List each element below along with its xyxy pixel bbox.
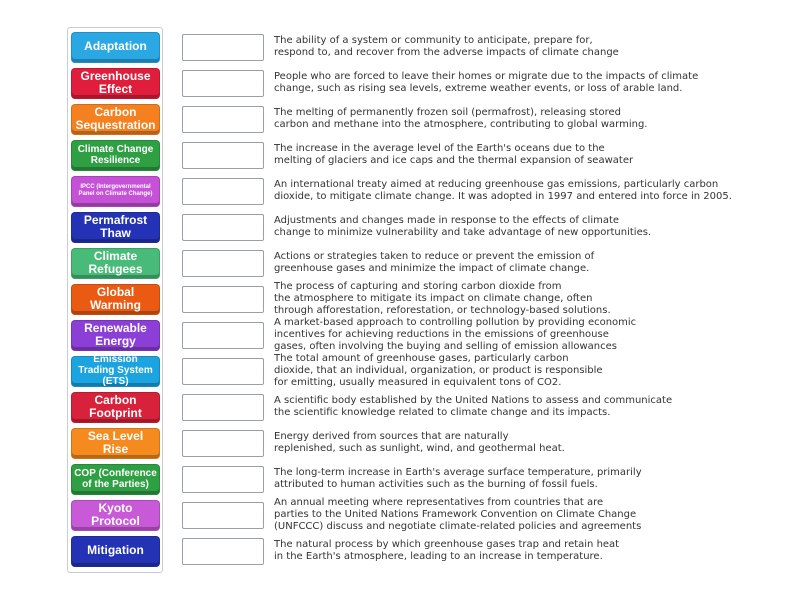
definition-text: The process of capturing and storing carbon dioxide from the atmosphere to mitigate its impact on climate change, often through afforestation, reforestation, or technology-based solutions. [274, 281, 611, 316]
drop-slot[interactable] [182, 394, 264, 421]
definition-text: Actions or strategies taken to reduce or prevent the emission of greenhouse gases and minimize the impact of climate change. [274, 251, 595, 274]
term-tile[interactable] [71, 140, 160, 171]
definition-text: An international treaty aimed at reducing greenhouse gas emissions, particularly carbon dioxide, to mitigate climate change. It was adopted in 1997 and entered into force in 2005. [274, 179, 732, 202]
definition-text: An annual meeting where representatives from countries that are parties to the United Nations Framework Convention on Climate Change (UNFCCC) discuss and negotiate climate-related policies and agreements [274, 497, 642, 532]
drop-slot[interactable] [182, 286, 264, 313]
definition-text: A scientific body established by the United Nations to assess and communicate the scientific knowledge related to climate change and its impacts. [274, 395, 673, 418]
drop-slot[interactable] [182, 70, 264, 97]
term-label: Permafrost Thaw [83, 212, 148, 240]
drop-slot[interactable] [182, 502, 264, 529]
term-tile[interactable] [71, 248, 160, 279]
term-label: Carbon Footprint [89, 392, 142, 420]
drop-slot[interactable] [182, 538, 264, 565]
term-tile[interactable] [71, 500, 160, 531]
term-tile[interactable] [71, 392, 160, 423]
drop-slot[interactable] [182, 106, 264, 133]
term-tile[interactable] [71, 536, 160, 567]
drop-slot[interactable] [182, 34, 264, 61]
term-label: Global Warming [90, 284, 141, 312]
term-label: Mitigation [87, 543, 144, 557]
definition-text: The ability of a system or community to anticipate, prepare for, respond to, and recover from the adverse impacts of climate change [274, 35, 619, 58]
term-tile[interactable] [71, 68, 160, 99]
term-label: Sea Level Rise [87, 428, 144, 456]
definition-text: The long-term increase in Earth's average surface temperature, primarily attributed to human activities such as the burning of fossil fuels. [274, 467, 642, 490]
definition-text: The melting of permanently frozen soil (permafrost), releasing stored carbon and methane into the atmosphere, contributing to global warming. [274, 107, 648, 130]
drop-slot[interactable] [182, 178, 264, 205]
term-label: COP (Conference of the Parties) [74, 467, 157, 490]
term-label: IPCC (Intergovernmental Panel on Climate Change) [78, 183, 153, 197]
drop-slot[interactable] [182, 466, 264, 493]
term-tile[interactable] [71, 464, 160, 495]
term-tile[interactable] [71, 104, 160, 135]
drop-slot[interactable] [182, 214, 264, 241]
term-label: Adaptation [84, 39, 147, 53]
definition-text: Adjustments and changes made in response to the effects of climate change to minimize vulnerability and take advantage of new opportunities. [274, 215, 652, 238]
term-tile[interactable] [71, 284, 160, 315]
definition-text: Energy derived from sources that are naturally replenished, such as sunlight, wind, and geothermal heat. [274, 431, 565, 454]
term-label: Climate Change Resilience [77, 143, 154, 166]
term-tile[interactable] [71, 176, 160, 207]
definition-text: The total amount of greenhouse gases, particularly carbon dioxide, that an individual, organization, or product is responsible for emitting, usually measured in equivalent tons of CO2. [274, 353, 603, 388]
drop-slot[interactable] [182, 358, 264, 385]
drop-slot[interactable] [182, 430, 264, 457]
term-tile[interactable] [71, 428, 160, 459]
term-label: Emission Trading System (ETS) [78, 354, 153, 387]
term-label: Greenhouse Effect [80, 68, 151, 96]
term-tile[interactable] [71, 320, 160, 351]
drop-slot[interactable] [182, 250, 264, 277]
definition-text: A market-based approach to controlling pollution by providing economic incentives for achieving reductions in the emissions of greenhouse gases, often involving the buying and selling of emission allowances [274, 317, 637, 352]
term-tile[interactable] [71, 356, 160, 387]
term-label: Carbon Sequestration [75, 104, 156, 132]
term-tile[interactable] [71, 32, 160, 63]
drop-slot[interactable] [182, 322, 264, 349]
term-label: Kyoto Protocol [91, 500, 140, 528]
term-label: Renewable Energy [84, 320, 147, 348]
definition-text: People who are forced to leave their homes or migrate due to the impacts of climate change, such as rising sea levels, extreme weather events, or loss of arable land. [274, 71, 699, 94]
term-tile[interactable] [71, 212, 160, 243]
term-label: Climate Refugees [88, 248, 143, 276]
drop-slot[interactable] [182, 142, 264, 169]
definition-text: The increase in the average level of the Earth's oceans due to the melting of glaciers and ice caps and the thermal expansion of seawater [274, 143, 634, 166]
definition-text: The natural process by which greenhouse gases trap and retain heat in the Earth's atmosphere, leading to an increase in temperature. [274, 539, 620, 562]
